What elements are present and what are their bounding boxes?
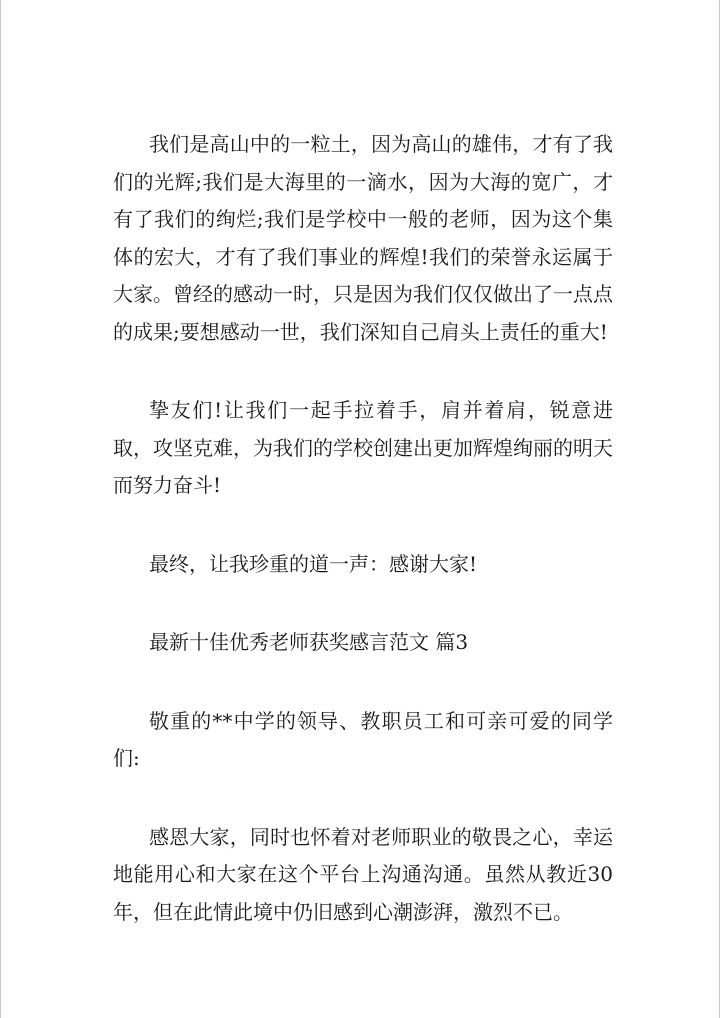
paragraph-6: 感恩大家，同时也怀着对老师职业的敬畏之心，幸运地能用心和大家在这个平台上沟通沟通。虽然从教近30年，但在此情此境中仍旧感到心潮澎湃，激烈不已。 [113,824,613,924]
salutation: 敬重的**中学的领导、教职员工和可亲可爱的同学们: [113,708,613,770]
paragraph-3: 最终，让我珍重的道一声：感谢大家! [149,551,478,576]
document-body [113,126,613,931]
paragraph-1: 我们是高山中的一粒土，因为高山的雄伟，才有了我们的光辉;我们是大海里的一滴水，因为大海的宽广，才有了我们的绚烂;我们是学校中一般的老师，因为这个集体的宏大，才有了我们事业的辉煌!我们的荣誉永运属于大家。曾经的感动一时，只是因为我们仅仅做出了一点点的成果;要想感动一世，我们深知自己肩头上责任的重大! [113,132,613,344]
paragraph-2: 挚友们!让我们一起手拉着手，肩并着肩，锐意进取，攻坚克难，为我们的学校创建出更加辉煌绚丽的明天而努力奋斗! [113,398,613,497]
section-heading: 最新十佳优秀老师获奖感言范文 篇3 [149,630,469,654]
